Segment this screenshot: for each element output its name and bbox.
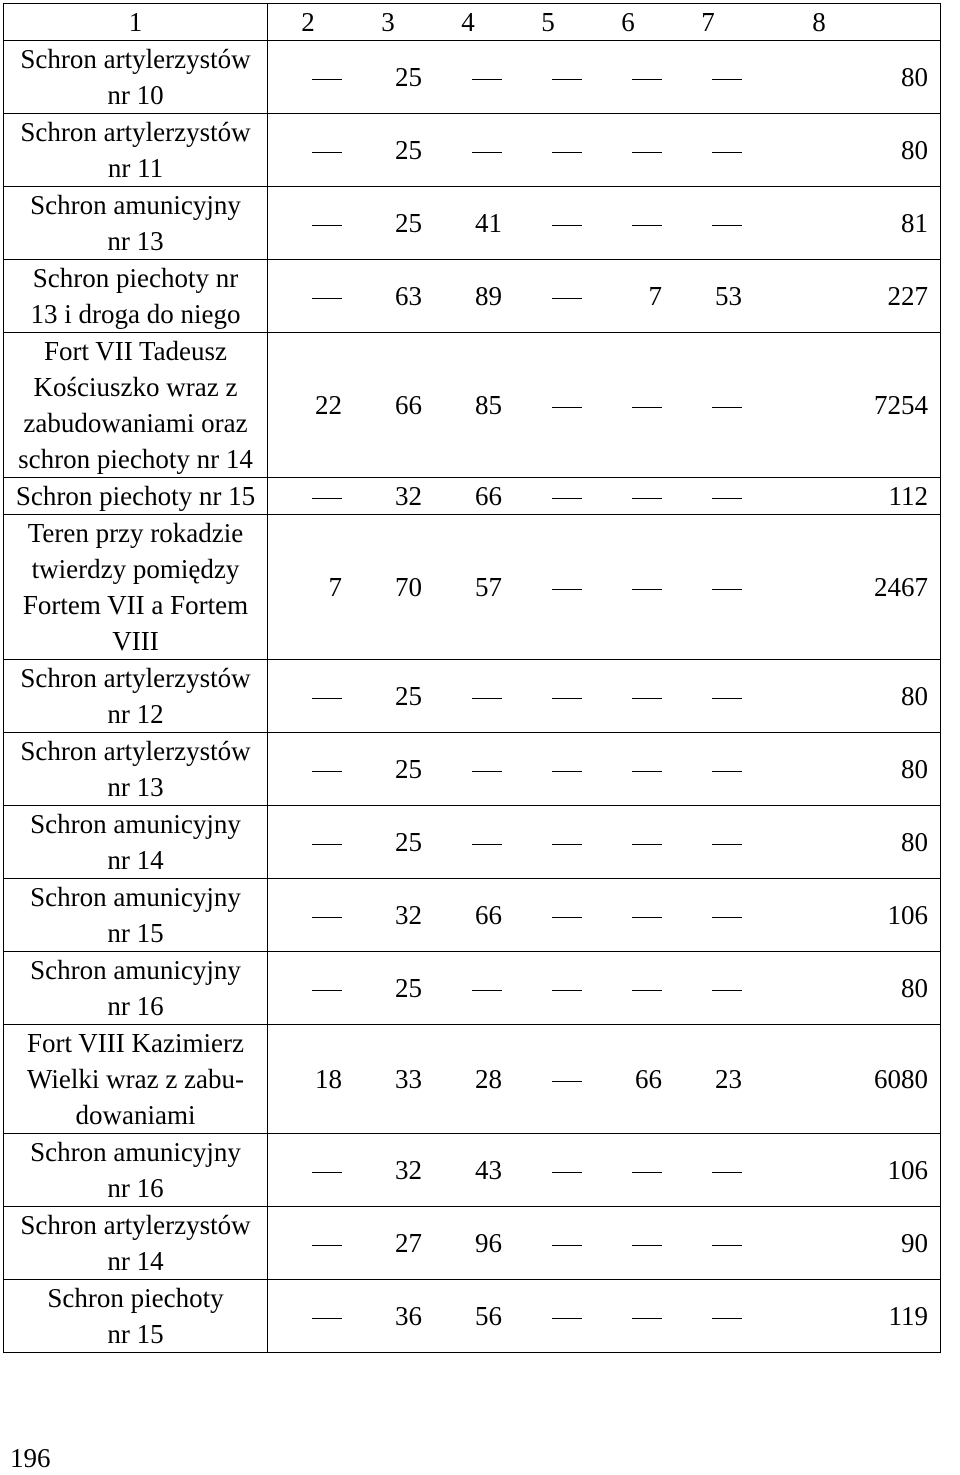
value-cell-col-8: 106 [748,1134,941,1207]
dash-mark [712,225,742,226]
dash-mark [632,225,662,226]
table-row [4,806,941,879]
value-cell-col-6: 66 [588,1025,668,1134]
table-row [4,41,941,114]
header-cell-8: 8 [748,4,941,41]
value-cell-col-3: 25 [348,114,428,187]
dash-mark [312,698,342,699]
dash-mark [312,498,342,499]
dash-mark [712,844,742,845]
value-cell-col-5 [508,806,588,879]
dash-mark [312,298,342,299]
value-cell-col-2 [268,879,349,952]
dash-mark [472,698,502,699]
value-cell-col-3: 32 [348,879,428,952]
dash-mark [552,917,582,918]
header-cell-6: 6 [588,4,668,41]
value-cell-col-6 [588,952,668,1025]
table-row [4,879,941,952]
value-cell-col-5 [508,1280,588,1353]
value-cell-col-2 [268,952,349,1025]
value-cell-col-3: 25 [348,187,428,260]
value-cell-col-8: 6080 [748,1025,941,1134]
dash-mark [712,152,742,153]
value-cell-col-4: 66 [428,879,508,952]
table-row [4,952,941,1025]
value-cell-col-4 [428,114,508,187]
value-cell-col-7 [668,733,748,806]
dash-mark [552,407,582,408]
table-row [4,187,941,260]
dash-mark [552,79,582,80]
value-cell-col-6: 7 [588,260,668,333]
dash-mark [552,225,582,226]
row-name-cell: Schron artylerzystów nr 11 [4,114,268,187]
dash-mark [712,698,742,699]
value-cell-col-5 [508,114,588,187]
dash-mark [552,771,582,772]
value-cell-col-5 [508,41,588,114]
dash-mark [552,498,582,499]
value-cell-col-3: 25 [348,952,428,1025]
value-cell-col-7 [668,478,748,515]
value-cell-col-4: 56 [428,1280,508,1353]
dash-mark [552,698,582,699]
dash-mark [632,1172,662,1173]
value-cell-col-2 [268,41,349,114]
table-row [4,515,941,660]
row-name-cell: Schron amunicyjny nr 16 [4,952,268,1025]
value-cell-col-3: 66 [348,333,428,478]
header-cell-7: 7 [668,4,748,41]
dash-mark [312,152,342,153]
table-row [4,260,941,333]
value-cell-col-7: 23 [668,1025,748,1134]
value-cell-col-2 [268,1134,349,1207]
row-name-cell: Teren przy rokadzie twierdzy pomiędzy Fortem VII a Fortem VIII [4,515,268,660]
value-cell-col-5 [508,1134,588,1207]
row-name-cell: Fort VIII Kazimierz Wielki wraz z zabu- dowaniami [4,1025,268,1134]
value-cell-col-7 [668,952,748,1025]
dash-mark [632,698,662,699]
dash-mark [712,589,742,590]
table-row [4,1280,941,1353]
dash-mark [552,298,582,299]
value-cell-col-7 [668,660,748,733]
dash-mark [712,407,742,408]
row-name-cell: Schron artylerzystów nr 14 [4,1207,268,1280]
value-cell-col-4: 57 [428,515,508,660]
value-cell-col-7 [668,515,748,660]
dash-mark [552,1081,582,1082]
dash-mark [472,844,502,845]
value-cell-col-8: 80 [748,41,941,114]
dash-mark [312,917,342,918]
dash-mark [632,844,662,845]
header-cell-3: 3 [348,4,428,41]
table-row [4,733,941,806]
value-cell-col-6 [588,660,668,733]
dash-mark [312,225,342,226]
dash-mark [632,498,662,499]
value-cell-col-3: 25 [348,733,428,806]
value-cell-col-7: 53 [668,260,748,333]
value-cell-col-2 [268,260,349,333]
value-cell-col-6 [588,515,668,660]
dash-mark [552,1245,582,1246]
value-cell-col-7 [668,187,748,260]
value-cell-col-5 [508,187,588,260]
value-cell-col-4 [428,952,508,1025]
dash-mark [632,1245,662,1246]
dash-mark [552,589,582,590]
value-cell-col-8: 90 [748,1207,941,1280]
dash-mark [312,990,342,991]
data-table [3,3,941,1353]
dash-mark [472,79,502,80]
dash-mark [712,1318,742,1319]
value-cell-col-5 [508,879,588,952]
dash-mark [632,407,662,408]
table-row [4,1207,941,1280]
dash-mark [712,771,742,772]
value-cell-col-6 [588,1207,668,1280]
value-cell-col-3: 36 [348,1280,428,1353]
value-cell-col-3: 70 [348,515,428,660]
header-cell-5: 5 [508,4,588,41]
value-cell-col-5 [508,515,588,660]
value-cell-col-3: 27 [348,1207,428,1280]
dash-mark [632,990,662,991]
table-row [4,333,941,478]
value-cell-col-8: 227 [748,260,941,333]
value-cell-col-6 [588,333,668,478]
value-cell-col-8: 80 [748,114,941,187]
value-cell-col-5 [508,660,588,733]
table-row [4,478,941,515]
dash-mark [632,917,662,918]
value-cell-col-2: 22 [268,333,349,478]
dash-mark [712,498,742,499]
dash-mark [552,990,582,991]
value-cell-col-4 [428,41,508,114]
header-row [4,4,941,41]
page-number: 196 [10,1443,51,1473]
dash-mark [632,589,662,590]
value-cell-col-4: 43 [428,1134,508,1207]
value-cell-col-3: 63 [348,260,428,333]
value-cell-col-8: 80 [748,952,941,1025]
value-cell-col-3: 33 [348,1025,428,1134]
value-cell-col-3: 25 [348,806,428,879]
dash-mark [312,771,342,772]
dash-mark [552,1318,582,1319]
table-row [4,114,941,187]
value-cell-col-2: 18 [268,1025,349,1134]
value-cell-col-5 [508,478,588,515]
value-cell-col-8: 106 [748,879,941,952]
dash-mark [472,152,502,153]
value-cell-col-2 [268,478,349,515]
value-cell-col-2 [268,1280,349,1353]
value-cell-col-7 [668,806,748,879]
value-cell-col-4 [428,806,508,879]
value-cell-col-4 [428,733,508,806]
value-cell-col-7 [668,41,748,114]
value-cell-col-4: 66 [428,478,508,515]
value-cell-col-3: 25 [348,660,428,733]
value-cell-col-2 [268,114,349,187]
value-cell-col-2 [268,806,349,879]
row-name-cell: Schron amunicyjny nr 15 [4,879,268,952]
value-cell-col-7 [668,879,748,952]
dash-mark [472,990,502,991]
dash-mark [632,771,662,772]
value-cell-col-5 [508,952,588,1025]
value-cell-col-2: 7 [268,515,349,660]
value-cell-col-6 [588,733,668,806]
value-cell-col-8: 81 [748,187,941,260]
value-cell-col-6 [588,41,668,114]
dash-mark [312,844,342,845]
value-cell-col-7 [668,1280,748,1353]
row-name-cell: Schron amunicyjny nr 16 [4,1134,268,1207]
dash-mark [312,1245,342,1246]
dash-mark [712,79,742,80]
value-cell-col-4 [428,660,508,733]
table-row [4,1134,941,1207]
value-cell-col-6 [588,478,668,515]
header-cell-4: 4 [428,4,508,41]
table-body [4,4,941,1353]
value-cell-col-2 [268,733,349,806]
row-name-cell: Schron artylerzystów nr 12 [4,660,268,733]
header-cell-2: 2 [268,4,349,41]
value-cell-col-4: 85 [428,333,508,478]
dash-mark [712,990,742,991]
dash-mark [632,79,662,80]
row-name-cell: Schron piechoty nr 13 i droga do niego [4,260,268,333]
value-cell-col-8: 80 [748,660,941,733]
dash-mark [712,1172,742,1173]
value-cell-col-8: 2467 [748,515,941,660]
value-cell-col-2 [268,187,349,260]
value-cell-col-6 [588,1280,668,1353]
dash-mark [312,1318,342,1319]
row-name-cell: Schron artylerzystów nr 10 [4,41,268,114]
value-cell-col-5 [508,260,588,333]
dash-mark [712,1245,742,1246]
value-cell-col-5 [508,733,588,806]
value-cell-col-3: 32 [348,478,428,515]
value-cell-col-3: 32 [348,1134,428,1207]
dash-mark [312,79,342,80]
value-cell-col-7 [668,1207,748,1280]
value-cell-col-2 [268,1207,349,1280]
dash-mark [552,844,582,845]
value-cell-col-8: 80 [748,733,941,806]
value-cell-col-8: 112 [748,478,941,515]
row-name-cell: Schron artylerzystów nr 13 [4,733,268,806]
dash-mark [472,771,502,772]
value-cell-col-8: 119 [748,1280,941,1353]
value-cell-col-8: 80 [748,806,941,879]
value-cell-col-6 [588,1134,668,1207]
row-name-cell: Fort VII Tadeusz Kościuszko wraz z zabudowaniami oraz schron piechoty nr 14 [4,333,268,478]
dash-mark [632,1318,662,1319]
row-name-cell: Schron piechoty nr 15 [4,478,268,515]
value-cell-col-4: 89 [428,260,508,333]
dash-mark [312,1172,342,1173]
value-cell-col-5 [508,333,588,478]
row-name-cell: Schron piechoty nr 15 [4,1280,268,1353]
value-cell-col-2 [268,660,349,733]
value-cell-col-6 [588,114,668,187]
header-cell-1: 1 [4,4,268,41]
table-row [4,660,941,733]
dash-mark [712,917,742,918]
value-cell-col-6 [588,806,668,879]
value-cell-col-6 [588,879,668,952]
table-row [4,1025,941,1134]
row-name-cell: Schron amunicyjny nr 13 [4,187,268,260]
value-cell-col-3: 25 [348,41,428,114]
value-cell-col-6 [588,187,668,260]
value-cell-col-4: 41 [428,187,508,260]
dash-mark [552,152,582,153]
value-cell-col-4: 96 [428,1207,508,1280]
value-cell-col-5 [508,1207,588,1280]
value-cell-col-7 [668,1134,748,1207]
value-cell-col-7 [668,333,748,478]
dash-mark [552,1172,582,1173]
value-cell-col-8: 7254 [748,333,941,478]
row-name-cell: Schron amunicyjny nr 14 [4,806,268,879]
value-cell-col-7 [668,114,748,187]
dash-mark [632,152,662,153]
value-cell-col-5 [508,1025,588,1134]
value-cell-col-4: 28 [428,1025,508,1134]
